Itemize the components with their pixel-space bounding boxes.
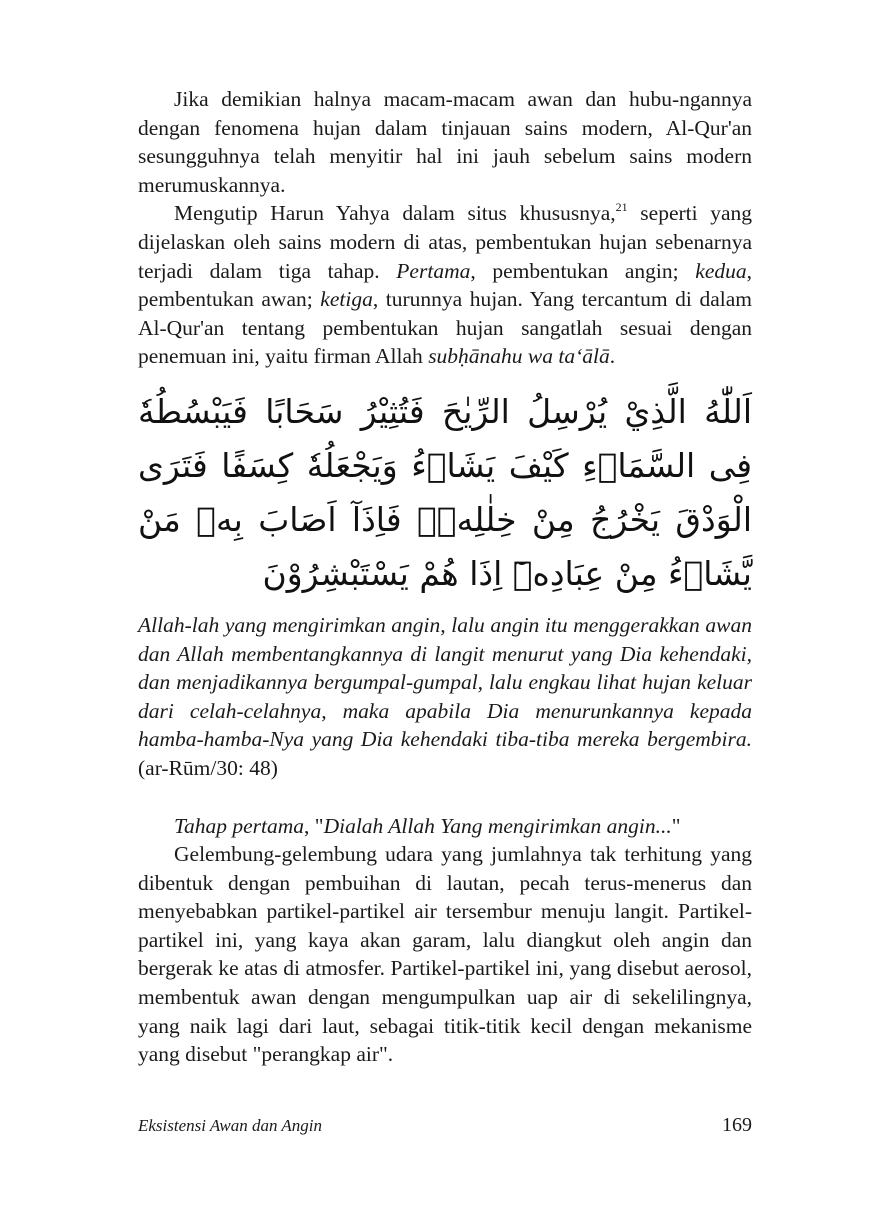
paragraph-intro: Jika demikian halnya macam-macam awan dan hubu-ngannya dengan fenomena hujan dalam tinjauan sains modern, Al-Qur'an sesungguhnya telah menyitir hal ini jauh sebelum sains modern merumuskannya. [138, 87, 752, 197]
footnote-reference[interactable]: 21 [615, 200, 628, 215]
paragraph-text: seperti yang dijelaskan oleh sains modern di atas, pembentukan hujan sebenarnya terjadi dalam tiga tahap. [138, 201, 752, 283]
paragraph-text: " [671, 813, 681, 838]
emphasis-pertama: Pertama [396, 258, 471, 283]
page-body [138, 85, 752, 1069]
paragraph-text: , " [304, 813, 324, 838]
verse-citation: (ar-Rūm/30: 48) [138, 755, 278, 780]
page-number: 169 [722, 1114, 752, 1136]
paragraph-tahap-pertama [138, 812, 752, 841]
paragraph-text: , pembentukan awan; [138, 258, 752, 312]
quoted-verse: Dialah Allah Yang mengirimkan angin... [323, 813, 672, 838]
translation-text: Allah-lah yang mengirimkan angin, lalu angin itu menggerakkan awan dan Allah membentangkannya di langit menurut yang Dia kehendaki, dan menjadikannya bergumpal-gumpal, lalu engkau lihat hujan keluar dari celah-celahnya, maka apabila Dia menurunkannya kepada hamba-hamba-Nya yang Dia kehendaki tiba-tiba mereka bergembira. [138, 612, 752, 752]
emphasis-ketiga: ketiga [320, 287, 373, 312]
page-footer [138, 1114, 752, 1137]
emphasis-tahap-pertama: Tahap pertama [174, 813, 305, 838]
spacer [138, 783, 752, 812]
paragraph-text: , pembentukan angin; [470, 258, 696, 283]
emphasis-kedua: kedua [695, 258, 747, 283]
running-title: Eksistensi Awan dan Angin [138, 1116, 323, 1135]
arabic-verse: اَللّٰهُ الَّذِيْ يُرْسِلُ الرِّيٰحَ فَتُثِيْرُ سَحَابًا فَيَبْسُطُهٗ فِى السَّمَاۤءِ كَيْفَ يَشَاۤءُ وَيَجْعَلُهٗ كِسَفًا فَتَرَى الْوَدْقَ يَخْرُجُ مِنْ خِلٰلِهٖۚ فَاِذَآ اَصَابَ بِهٖ مَنْ يَّشَاۤءُ مِنْ عِبَادِهٖٓ اِذَا هُمْ يَسْتَبْشِرُوْنَ [138, 391, 752, 593]
verse-translation [138, 611, 752, 783]
paragraph-text: . [609, 344, 616, 369]
paragraph-bubbles: Gelembung-gelembung udara yang jumlahnya tak terhitung yang dibentuk dengan pembuihan di lautan, pecah terus-menerus dan menyebabkan partikel-partikel air tersembur menuju langit. Partikel-partikel ini, yang kaya akan garam, lalu diangkut oleh angin dan bergerak ke atas di atmosfer. Partikel-partikel ini, yang disebut aerosol, membentuk awan dengan mengumpulkan uap air di sekelilingnya, yang naik lagi dari laut, sebagai titik-titik kecil dengan mekanisme yang disebut "perangkap air". [138, 842, 752, 1067]
paragraph-text: , turunnya hujan. Yang tercantum di dalam Al-Qur'an tentang pembentukan hujan sangatlah sesuai dengan penemuan ini, yaitu firman Allah [138, 287, 752, 369]
emphasis-honorific: subḥānahu wa ta‘ālā [428, 344, 610, 369]
paragraph-harun-yahya [138, 199, 752, 371]
paragraph-text: Mengutip Harun Yahya dalam situs khususnya, [174, 201, 616, 226]
